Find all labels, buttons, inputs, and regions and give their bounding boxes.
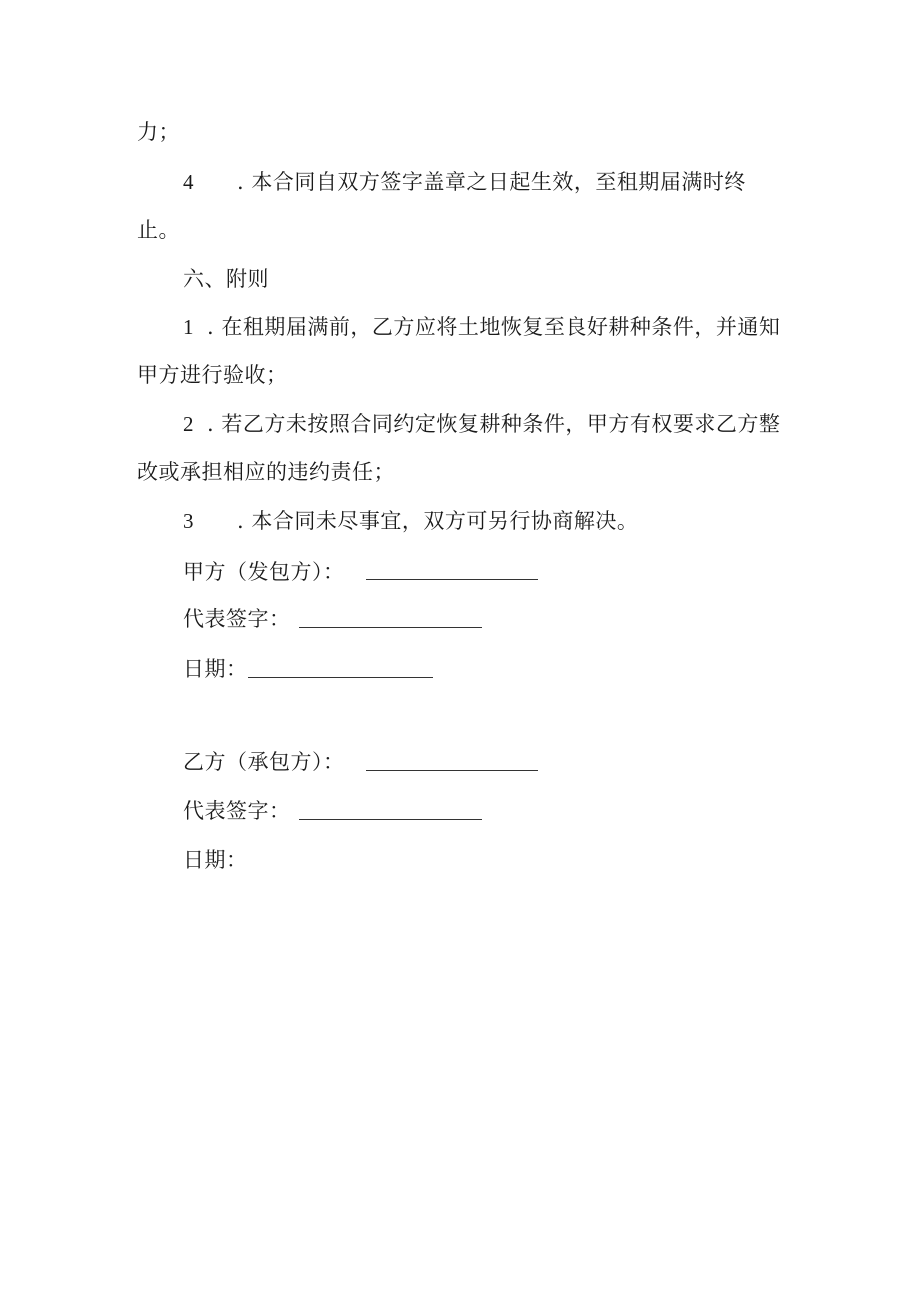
party-b-signature-line[interactable] [366, 770, 538, 771]
party-a-signature-line[interactable] [366, 579, 538, 580]
clause-number: 4 [183, 170, 194, 194]
clause-text: . 若乙方未按照合同约定恢复耕种条件，甲方有权要求乙方整 [207, 412, 781, 436]
clause-6-2-line-2: 改或承担相应的违约责任； [137, 460, 395, 484]
clause-text: . 本合同未尽事宜，双方可另行协商解决。 [237, 509, 639, 533]
clause-number: 2 [183, 412, 194, 436]
clause-text: . 在租期届满前，乙方应将土地恢复至良好耕种条件，并通知 [207, 315, 781, 339]
paragraph-continuation: 力； [137, 120, 180, 144]
clause-6-2-line-1 [183, 410, 780, 438]
clause-number: 3 [183, 509, 194, 533]
party-a-label: 甲方（发包方）： [183, 560, 345, 584]
clause-number: 1 [183, 315, 194, 339]
rep-b-signature-line[interactable] [299, 819, 482, 820]
date-b-label: 日期： [183, 848, 248, 872]
clause-5-4-line-1 [183, 168, 746, 196]
clause-text: . 本合同自双方签字盖章之日起生效，至租期届满时终 [237, 170, 746, 194]
clause-6-1-line-2: 甲方进行验收； [137, 363, 288, 387]
clause-6-3-line-1 [183, 507, 638, 535]
party-b-label: 乙方（承包方）： [183, 750, 345, 774]
section-heading: 六、附则 [183, 267, 269, 291]
clause-5-4-line-2: 止。 [137, 218, 180, 242]
rep-b-label: 代表签字： [183, 799, 291, 823]
date-a-line[interactable] [248, 677, 433, 678]
rep-a-signature-line[interactable] [299, 627, 482, 628]
clause-6-1-line-1 [183, 313, 780, 341]
date-a-label: 日期： [183, 657, 248, 681]
rep-a-label: 代表签字： [183, 607, 291, 631]
